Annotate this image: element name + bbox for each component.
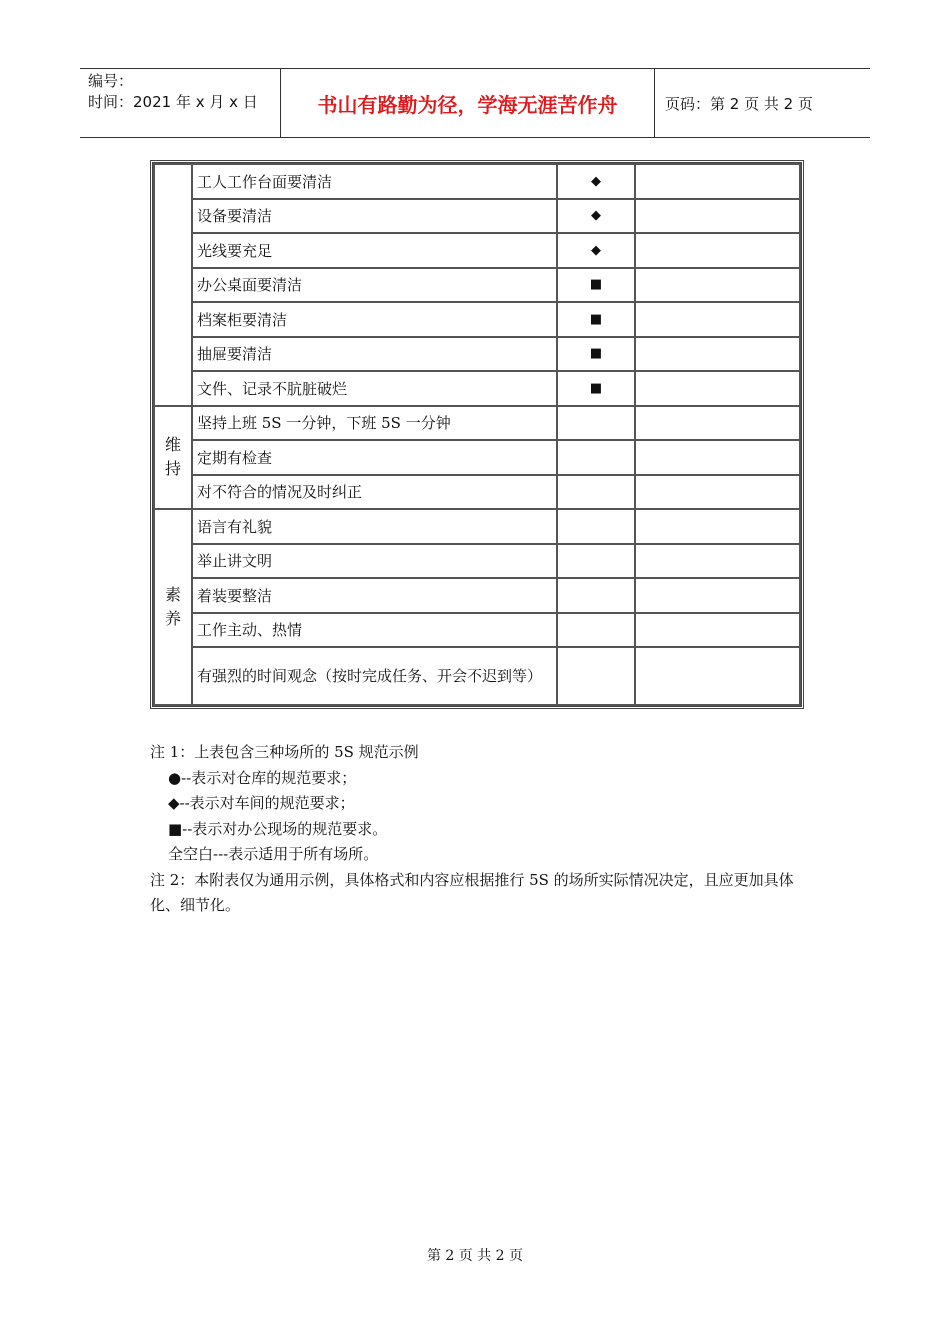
legend-diamond: ◆--表示对车间的规范要求；	[168, 794, 355, 812]
item-cell: 坚持上班 5S 一分钟，下班 5S 一分钟	[192, 406, 557, 441]
header-meta	[80, 69, 281, 137]
page-header	[80, 68, 870, 138]
item-cell: 语言有礼貌	[192, 509, 557, 544]
mark-cell	[557, 406, 635, 441]
remark-cell	[635, 406, 800, 441]
item-cell: 设备要清洁	[192, 199, 557, 234]
table-row	[154, 268, 800, 303]
category-cell: 维 持	[154, 406, 192, 510]
page-footer: 第 2 页 共 2 页	[426, 1248, 524, 1264]
mark-cell: ■	[557, 302, 635, 337]
item-cell: 着装要整洁	[192, 578, 557, 613]
category-cell: 素 养	[154, 509, 192, 705]
header-page-info: 页码：第 2 页 共 2 页	[665, 94, 813, 113]
remark-cell	[635, 199, 800, 234]
legend-blank: 全空白---表示适用于所有场所。	[168, 845, 379, 863]
note-1: 注 1：上表包含三种场所的 5S 规范示例	[150, 743, 419, 761]
mark-cell	[557, 578, 635, 613]
table-row	[154, 302, 800, 337]
mark-cell: ◆	[557, 233, 635, 268]
table-row	[154, 509, 800, 544]
item-cell: 光线要充足	[192, 233, 557, 268]
remark-cell	[635, 337, 800, 372]
legend-circle: ●--表示对仓库的规范要求；	[168, 768, 357, 787]
remark-cell	[635, 647, 800, 705]
item-cell: 办公桌面要清洁	[192, 268, 557, 303]
remark-cell	[635, 164, 800, 199]
notes-section	[150, 740, 810, 919]
item-cell: 档案柜要清洁	[192, 302, 557, 337]
table-row	[154, 544, 800, 579]
mark-cell	[557, 475, 635, 510]
table-row	[154, 578, 800, 613]
mark-cell	[557, 613, 635, 648]
standards-table	[150, 160, 804, 709]
table-row	[154, 337, 800, 372]
remark-cell	[635, 509, 800, 544]
category-cell	[154, 164, 192, 406]
mark-cell: ■	[557, 371, 635, 406]
item-cell: 文件、记录不肮脏破烂	[192, 371, 557, 406]
remark-cell	[635, 613, 800, 648]
document-date: 时间：2021 年 x 月 x 日	[88, 93, 258, 111]
table-row	[154, 164, 800, 199]
header-motto: 书山有路勤为径，学海无涯苦作舟	[281, 69, 655, 137]
table-row	[154, 233, 800, 268]
mark-cell	[557, 544, 635, 579]
remark-cell	[635, 233, 800, 268]
table-row	[154, 406, 800, 441]
mark-cell: ■	[557, 268, 635, 303]
table-row	[154, 440, 800, 475]
remark-cell	[635, 475, 800, 510]
legend-square: ■--表示对办公现场的规范要求。	[168, 819, 388, 838]
item-cell: 工人工作台面要清洁	[192, 164, 557, 199]
remark-cell	[635, 544, 800, 579]
remark-cell	[635, 302, 800, 337]
item-cell: 对不符合的情况及时纠正	[192, 475, 557, 510]
mark-cell: ◆	[557, 199, 635, 234]
mark-cell: ◆	[557, 164, 635, 199]
remark-cell	[635, 578, 800, 613]
remark-cell	[635, 268, 800, 303]
table-row	[154, 647, 800, 705]
document-number-label: 编号：	[88, 72, 134, 90]
mark-cell	[557, 647, 635, 705]
item-cell: 举止讲文明	[192, 544, 557, 579]
item-cell: 工作主动、热情	[192, 613, 557, 648]
table-row	[154, 371, 800, 406]
item-cell: 有强烈的时间观念（按时完成任务、开会不迟到等）	[192, 647, 557, 705]
table-row	[154, 475, 800, 510]
remark-cell	[635, 371, 800, 406]
table-row	[154, 613, 800, 648]
mark-cell	[557, 440, 635, 475]
item-cell: 抽屉要清洁	[192, 337, 557, 372]
mark-cell	[557, 509, 635, 544]
note-2: 注 2：本附表仅为通用示例，具体格式和内容应根据推行 5S 的场所实际情况决定，且应更加具体化、细节化。	[150, 870, 794, 914]
mark-cell: ■	[557, 337, 635, 372]
item-cell: 定期有检查	[192, 440, 557, 475]
table-row	[154, 199, 800, 234]
remark-cell	[635, 440, 800, 475]
